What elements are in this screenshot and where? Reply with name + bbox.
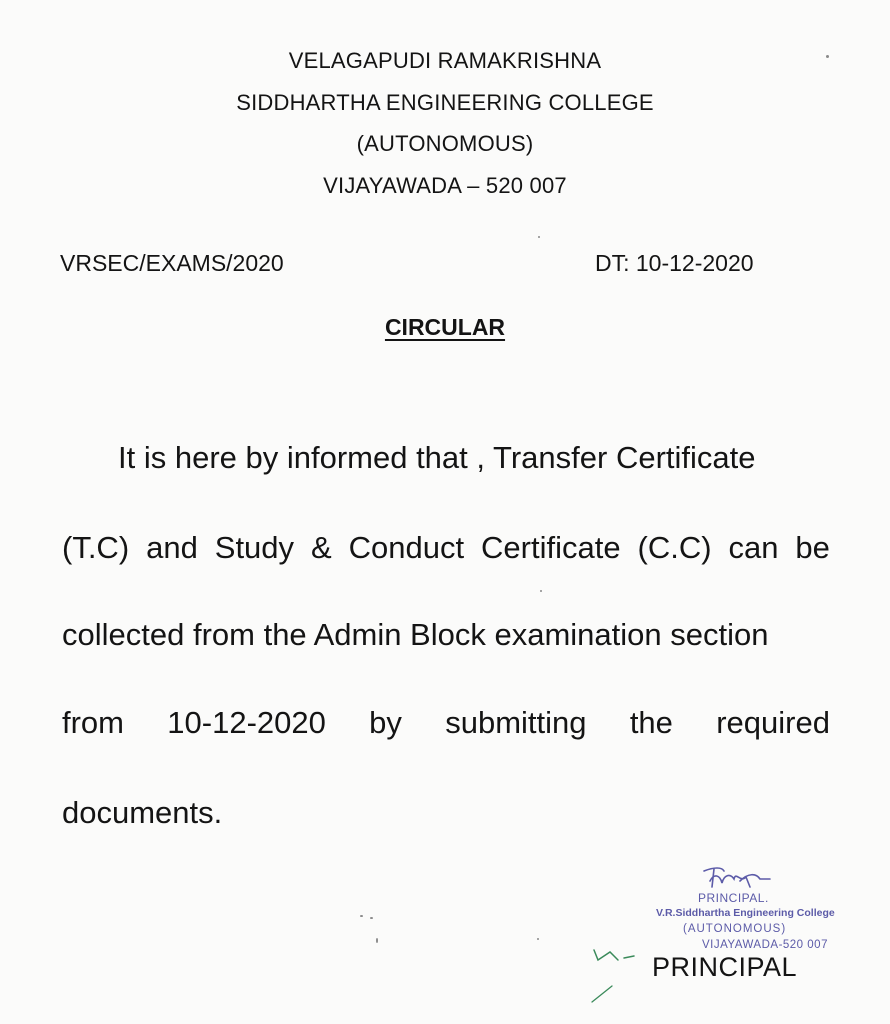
stamp-title: PRINCIPAL. [698, 891, 769, 905]
letterhead-line-2: SIDDHARTHA ENGINEERING COLLEGE [236, 89, 654, 115]
body-word: the [629, 705, 673, 740]
stamp-city: VIJAYAWADA-520 007 [702, 939, 828, 951]
circular-title [0, 314, 890, 341]
letterhead-line-3: (AUTONOMOUS) [356, 131, 534, 156]
body-word: required [716, 705, 830, 740]
body-word: submitting [445, 705, 587, 740]
body-word: Conduct [348, 530, 465, 565]
body-word: & [310, 530, 332, 565]
scan-speck [540, 590, 542, 592]
scan-speck [537, 938, 539, 940]
letterhead [0, 40, 890, 206]
body-word: Study [214, 530, 295, 565]
scan-speck [370, 917, 373, 919]
initial-mark [588, 940, 638, 1006]
body-word: and [146, 530, 198, 565]
signatory-title: PRINCIPAL [652, 952, 798, 982]
signature-mark [700, 861, 780, 891]
scan-speck [376, 938, 378, 943]
reference-number: VRSEC/EXAMS/2020 [60, 250, 284, 276]
body-word: (T.C) [62, 530, 130, 565]
body-word: (C.C) [637, 530, 712, 565]
body-line-1: It is here by informed that , Transfer Certificate [118, 440, 756, 475]
body-line-3: collected from the Admin Block examination section [62, 617, 769, 652]
circular-date: DT: 10-12-2020 [595, 250, 754, 276]
body-line-5: documents. [62, 795, 223, 830]
principal-stamp [630, 855, 880, 1015]
body-line-4 [62, 703, 830, 743]
letterhead-line-4: VIJAYAWADA – 520 007 [323, 172, 567, 198]
stamp-autonomous: (AUTONOMOUS) [683, 923, 787, 935]
body-word: by [369, 705, 402, 740]
letterhead-line-1: VELAGAPUDI RAMAKRISHNA [288, 48, 602, 73]
stamp-college: V.R.Siddhartha Engineering College [656, 907, 835, 919]
body-word: from [62, 705, 124, 740]
body-word: 10-12-2020 [167, 705, 326, 740]
body-word: Certificate [481, 530, 621, 565]
body-word: be [795, 530, 830, 565]
scan-speck [360, 915, 363, 917]
body-line-2 [62, 528, 830, 568]
scan-speck [538, 236, 540, 238]
scan-speck [826, 55, 829, 58]
body-word: can [728, 530, 779, 565]
circular-title-text: CIRCULAR [384, 314, 506, 340]
